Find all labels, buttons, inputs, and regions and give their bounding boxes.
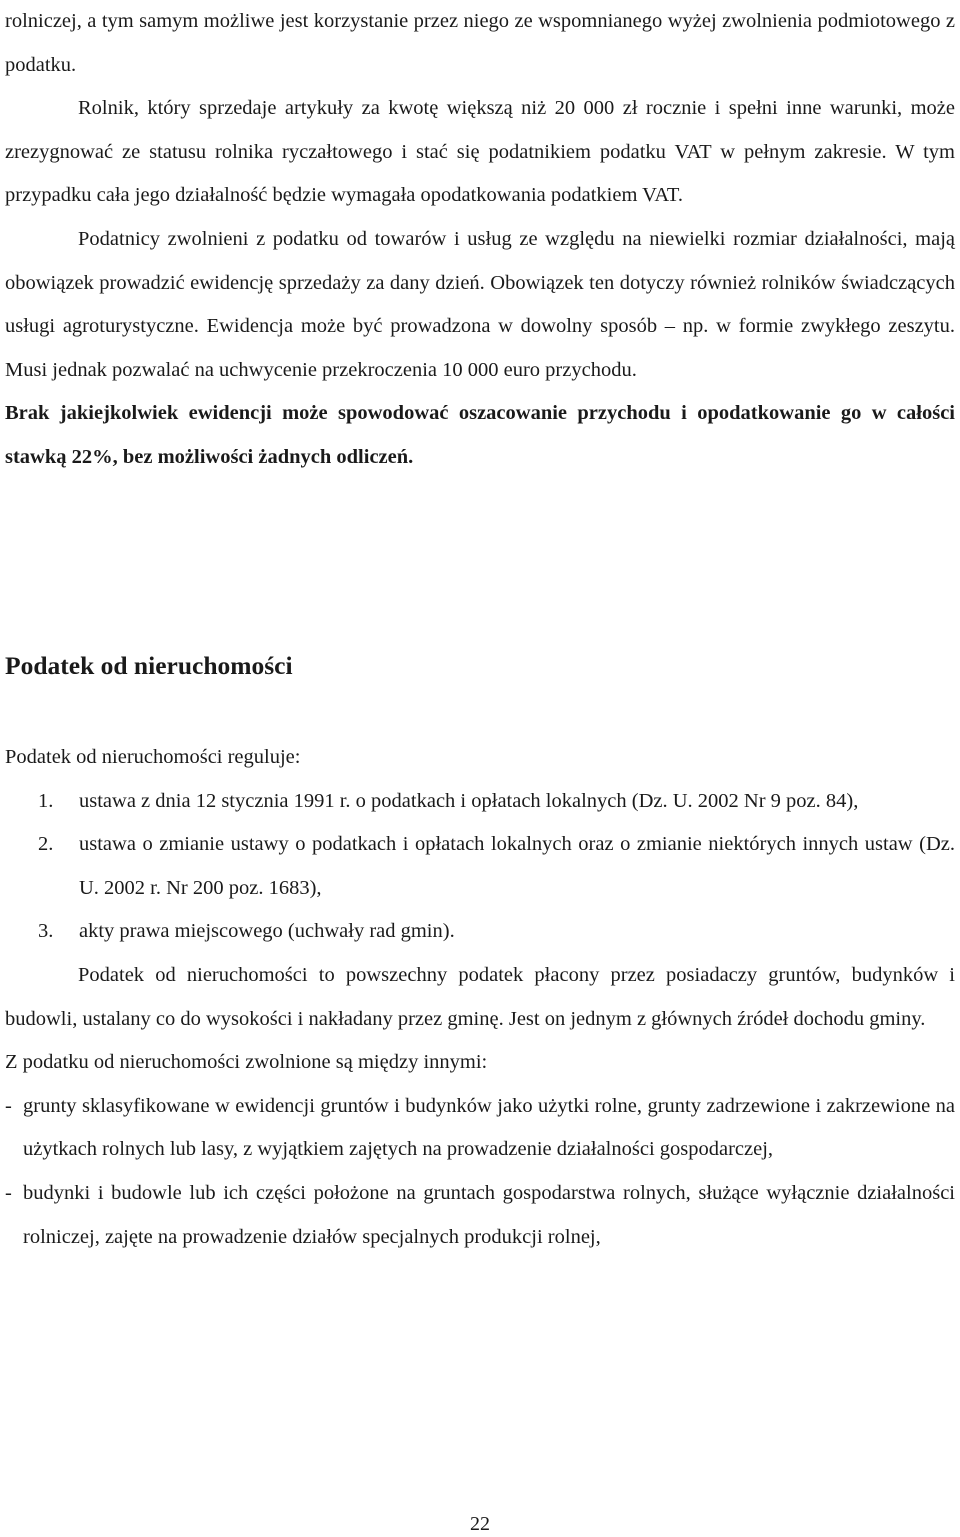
list-item-text: ustawa z dnia 12 stycznia 1991 r. o podatkach i opłatach lokalnych (Dz. U. 2002 Nr 9 poz. 84), [79, 789, 859, 812]
exemption-text: budynki i budowle lub ich części położone na gruntach gospodarstwa rolnych, służące wyłącznie działalności rolniczej, zajęte na prowadzenie działów specjalnych produkcji rolnej, [23, 1181, 955, 1248]
list-item [5, 910, 955, 954]
exemption-text: grunty sklasyfikowane w ewidencji gruntów i budynków jako użytki rolne, grunty zadrzewione i zakrzewione na użytkach rolnych lub lasy, z wyjątkiem zajętych na prowadzenie działalności gospodarczej, [23, 1094, 955, 1161]
paragraph-warning: Brak jakiejkolwiek ewidencji może spowodować oszacowanie przychodu i opodatkowanie go w całości stawką 22%, bez możliwości żadnych odliczeń. [5, 402, 955, 468]
list-item-number: 1. [38, 789, 54, 812]
exemption-item [5, 1172, 955, 1259]
list-item [5, 780, 955, 824]
page-number: 22 [470, 1513, 490, 1535]
paragraph-sales-records: Podatnicy zwolnieni z podatku od towarów i usług ze względu na niewielki rozmiar działalności, mają obowiązek prowadzić ewidencję sprzedaży za dany dzień. Obowiązek ten dotyczy również rolników świadczących usługi agroturystyczne. Ewidencja może być prowadzona w dowolny sposób – np. w formie zwykłego zeszytu. Musi jednak pozwalać na uchwycenie przekroczenia 10 000 euro przychodu. [5, 227, 955, 381]
section-heading: Podatek od nieruchomości [5, 651, 293, 680]
paragraph-general: Podatek od nieruchomości to powszechny podatek płacony przez posiadaczy gruntów, budynków i budowli, ustalany co do wysokości i nakładany przez gminę. Jest on jednym z głównych źródeł dochodu gminy. [5, 963, 955, 1030]
regulations-intro: Podatek od nieruchomości reguluje: [5, 746, 301, 768]
dash-bullet: - [5, 1181, 12, 1204]
document-page [5, 0, 955, 480]
list-item-number: 3. [38, 920, 54, 943]
paragraph-vat-status: Rolnik, który sprzedaje artykuły za kwotę większą niż 20 000 zł rocznie i spełni inne warunki, może zrezygnować ze statusu rolnika ryczałtowego i stać się podatnikiem podatku VAT w pełnym zakresie. W tym przypadku cała jego działalność będzie wymagała opodatkowania podatkiem VAT. [5, 97, 955, 207]
paragraph-continuation: rolniczej, a tym samym możliwe jest korzystanie przez niego ze wspomnianego wyżej zwolnienia podmiotowego z podatku. [5, 10, 955, 76]
regulations-list [5, 780, 955, 954]
exemptions-intro: Z podatku od nieruchomości zwolnione są między innymi: [5, 1051, 488, 1074]
list-item [5, 823, 955, 910]
dash-bullet: - [5, 1094, 12, 1117]
list-item-number: 2. [38, 833, 54, 856]
exemption-item [5, 1085, 955, 1172]
list-item-text: akty prawa miejscowego (uchwały rad gmin). [79, 920, 455, 943]
list-item-text: ustawa o zmianie ustawy o podatkach i opłatach lokalnych oraz o zmianie niektórych innych ustaw (Dz. U. 2002 r. Nr 200 poz. 1683), [79, 833, 955, 899]
section-body [5, 736, 955, 1259]
